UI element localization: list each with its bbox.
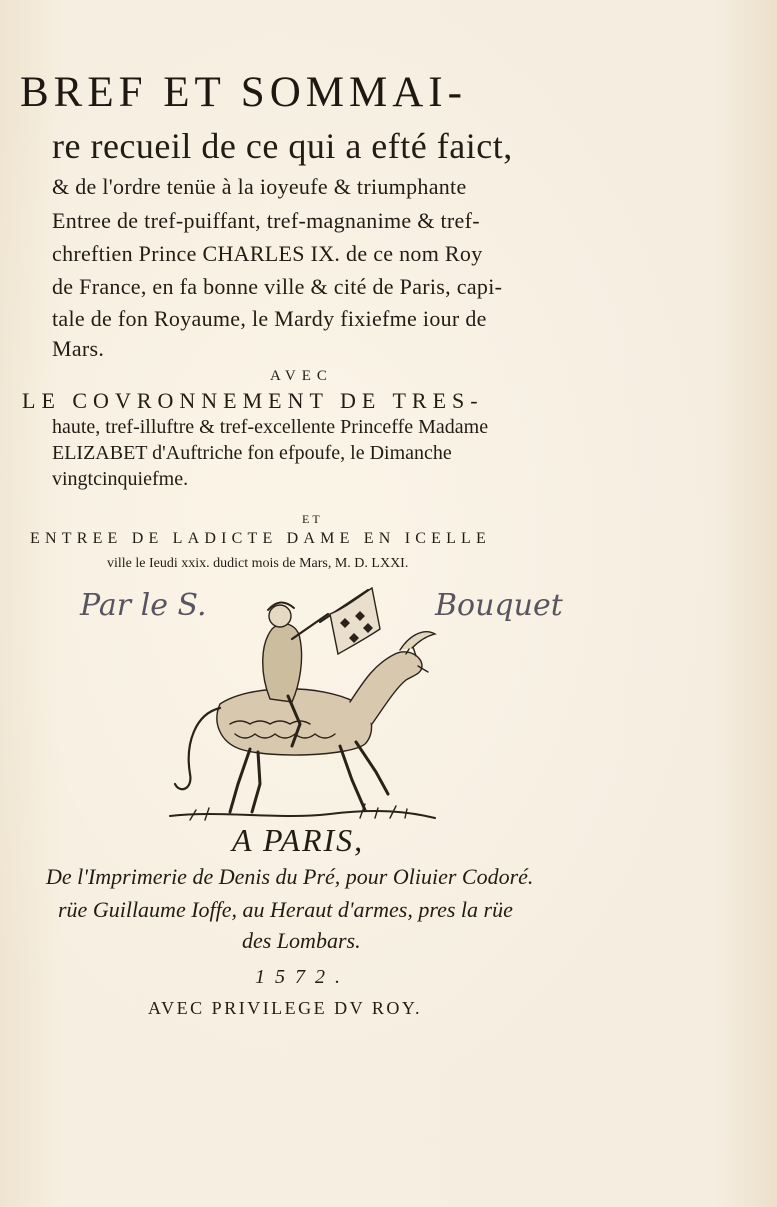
- handwritten-note-left: Par le S.: [80, 588, 207, 623]
- title-line-2: re recueil de ce qui a efté faict,: [52, 126, 513, 166]
- avec-label: AVEC: [270, 368, 333, 384]
- entree-date-line: ville le Ieudi xxix. dudict mois de Mars, M. D. LXXI.: [107, 556, 409, 571]
- entree-heading: ENTREE DE LADICTE DAME EN ICELLE: [30, 530, 492, 547]
- couronnement-line-4: vingtcinquiefme.: [52, 468, 189, 490]
- publication-year: 1572.: [255, 966, 350, 988]
- handwritten-note-right: Bouquet: [435, 588, 563, 623]
- imprint-line-3: des Lombars.: [242, 928, 361, 953]
- imprint-line-1: De l'Imprimerie de Denis du Pré, pour Oliuier Codoré.: [46, 864, 534, 889]
- privilege-line: AVEC PRIVILEGE DV ROY.: [148, 998, 423, 1018]
- body-line-3: chreftien Prince CHARLES IX. de ce nom Roy: [52, 241, 483, 266]
- body-line-2: Entree de tref-puiffant, tref-magnanime & tref-: [52, 208, 480, 233]
- body-line-1: & de l'ordre tenüe à la ioyeufe & triumphante: [52, 174, 467, 199]
- body-line-5: tale de fon Royaume, le Mardy fixiefme iour de: [52, 306, 487, 331]
- imprint-place: A PARIS,: [232, 822, 365, 858]
- et-label: ET: [302, 512, 323, 526]
- couronnement-line-2: haute, tref-illuftre & tref-excellente Princeffe Madame: [52, 416, 489, 438]
- couronnement-heading: LE COVRONNEMENT DE TRES-: [22, 388, 484, 413]
- body-line-4: de France, en fa bonne ville & cité de Paris, capi-: [52, 274, 503, 299]
- couronnement-line-3: ELIZABET d'Auftriche fon efpoufe, le Dimanche: [52, 442, 452, 464]
- title-line-1: BREF ET SOMMAI-: [20, 69, 467, 116]
- imprint-line-2: rüe Guillaume Ioffe, au Heraut d'armes, pres la rüe: [58, 897, 513, 922]
- body-line-6: Mars.: [52, 336, 105, 361]
